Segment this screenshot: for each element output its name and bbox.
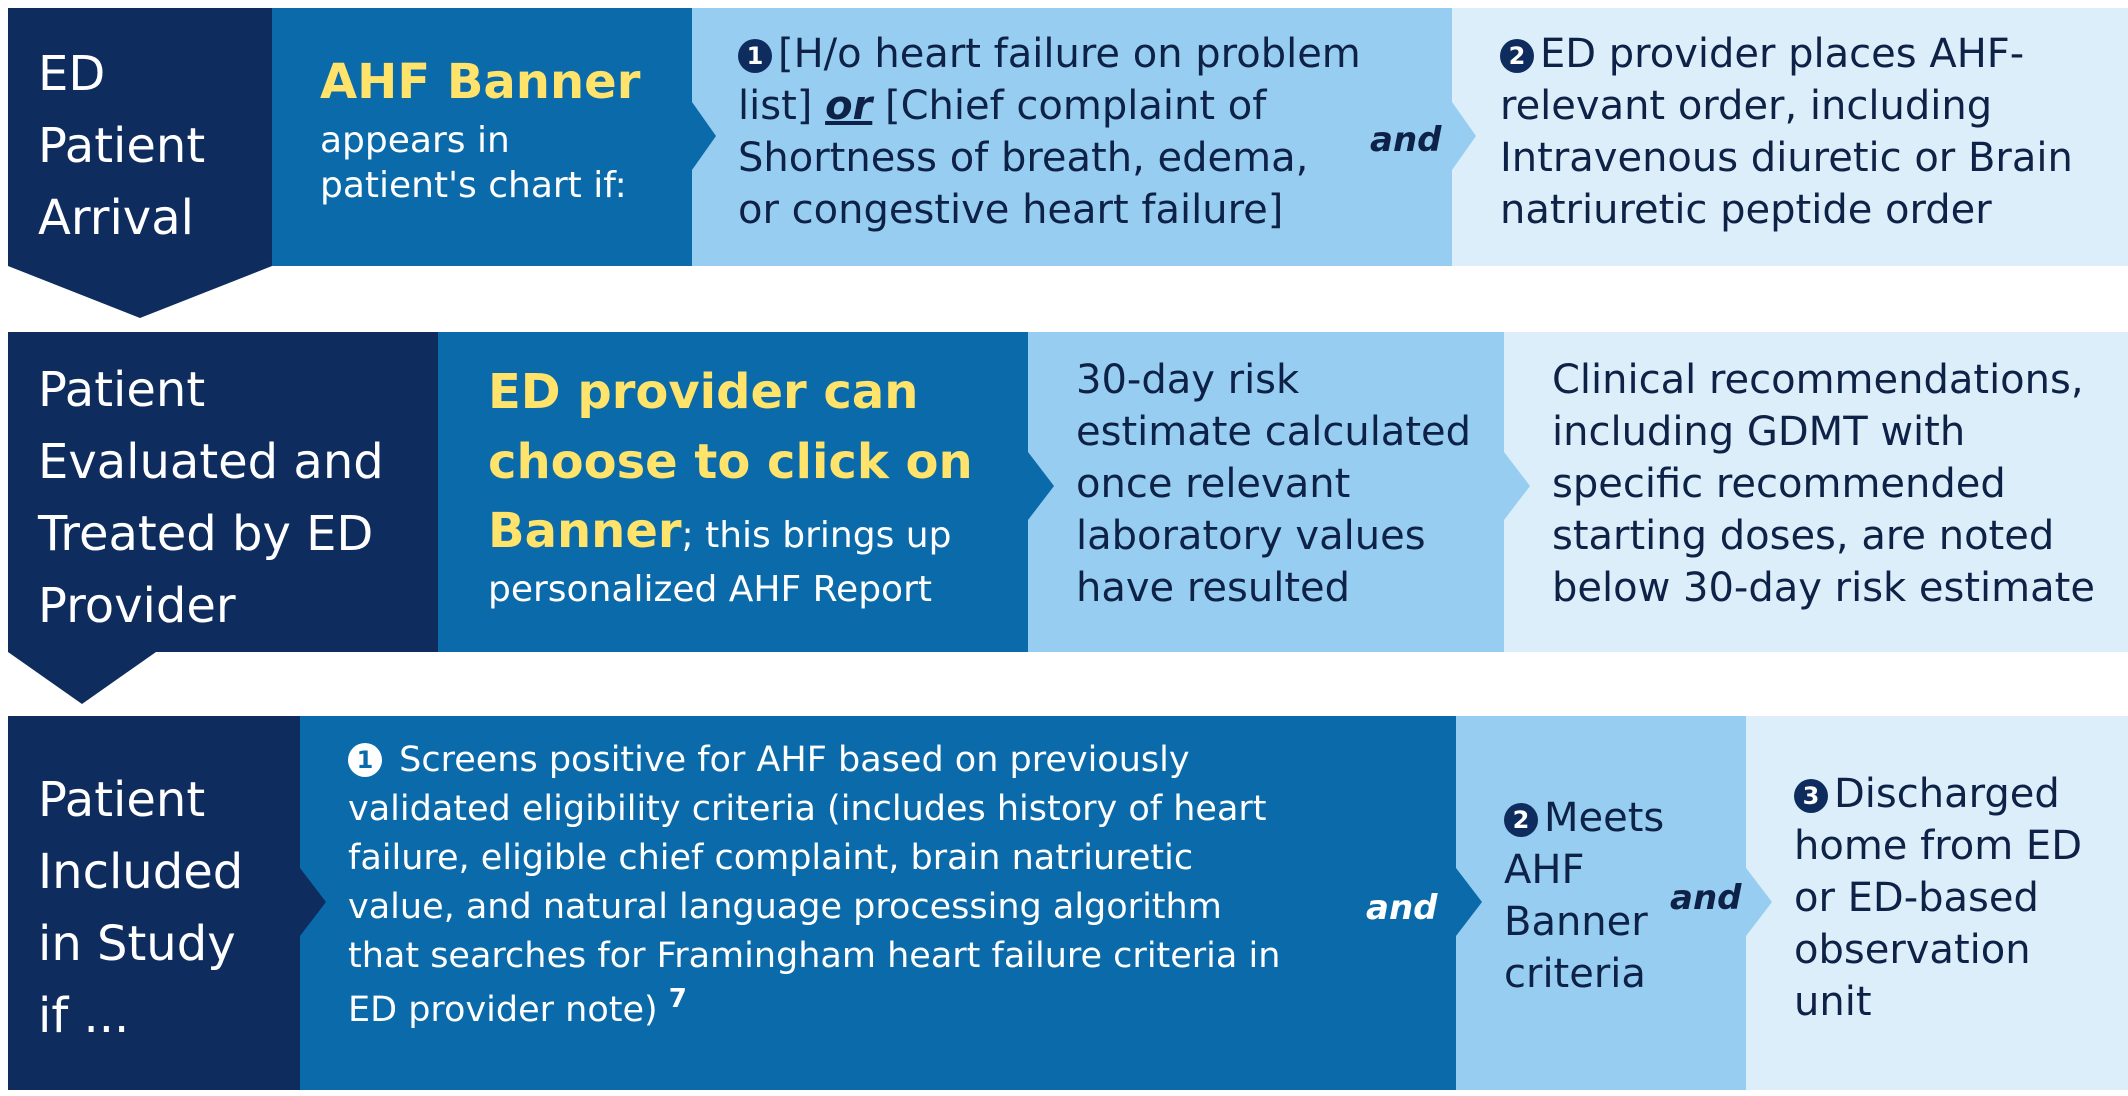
banner-criteria-text: 2 Meets AHF Banner criteria [1504, 795, 1665, 997]
down-arrow-row1 [8, 266, 272, 318]
number-2-icon: 2 [1500, 39, 1534, 73]
number-2-icon: 2 [1504, 803, 1538, 837]
risk-estimate-box [1028, 332, 1504, 652]
and-connector: and [1370, 120, 1442, 160]
clinical-recommendations-text: Clinical recommendations, including GDMT with specific recommended starting doses, are noted below 30-day risk estimate [1552, 357, 2095, 611]
number-3-icon: 3 [1794, 779, 1828, 813]
down-arrow-row2 [8, 652, 156, 704]
screening-criterion-text: 1 Screens positive for AHF based on previously validated eligibility criteria (includes history of heart failure, eligible chief complaint, brain natriuretic value, and natural language processing algorithm that searches for Framingham heart failure criteria in ED provider note) $^7$ [348, 740, 1281, 1030]
screening-criterion-box [300, 716, 1456, 1090]
click-banner-text: ED provider can choose to click on Banner; this brings up personalized AHF Report [488, 364, 973, 610]
ahf-banner-box [272, 8, 692, 266]
ahf-banner-title: AHF Banner [320, 54, 641, 110]
row-ed-patient-arrival [0, 8, 2128, 266]
discharge-criterion-box [1746, 716, 2128, 1090]
footnote-reference: 7 [668, 984, 687, 1014]
stage-ed-patient-arrival [8, 8, 272, 266]
criterion-2-text: 2 ED provider places AHF- relevant order, including Intravenous diuretic or Brain natriuretic peptide order [1500, 31, 2073, 233]
criterion-1-text: 1 [H/o heart failure on problem list] or [Chief complaint of Shortness of breath, edema, or congestive heart failure] [738, 31, 1361, 233]
click-banner-box [438, 332, 1028, 652]
and-connector-1: and [1366, 888, 1438, 928]
and-connector-2: and [1670, 878, 1742, 918]
stage-label: Patient Included in Study if ... [38, 772, 244, 1044]
stage-patient-evaluated [8, 332, 438, 652]
ahf-banner-text: AHF Banner appears in patient's chart if: [320, 48, 640, 208]
stage-patient-included [8, 716, 300, 1090]
banner-criteria-box [1456, 716, 1746, 1090]
clinical-recommendations-box [1504, 332, 2128, 652]
number-1-icon: 1 [348, 743, 382, 777]
discharge-criterion-text: 3 Discharged home from ED or ED-based observation unit [1794, 771, 2082, 1025]
criterion-2-box [1452, 8, 2128, 266]
row-patient-evaluated [0, 332, 2128, 652]
criterion-1-box [692, 8, 1452, 266]
row-patient-included [0, 716, 2128, 1090]
risk-estimate-text: 30-day risk estimate calculated once relevant laboratory values have resulted [1076, 357, 1471, 611]
stage-label: Patient Evaluated and Treated by ED Provider [38, 362, 384, 634]
stage-label: ED Patient Arrival [38, 46, 206, 246]
number-1-icon: 1 [738, 39, 772, 73]
